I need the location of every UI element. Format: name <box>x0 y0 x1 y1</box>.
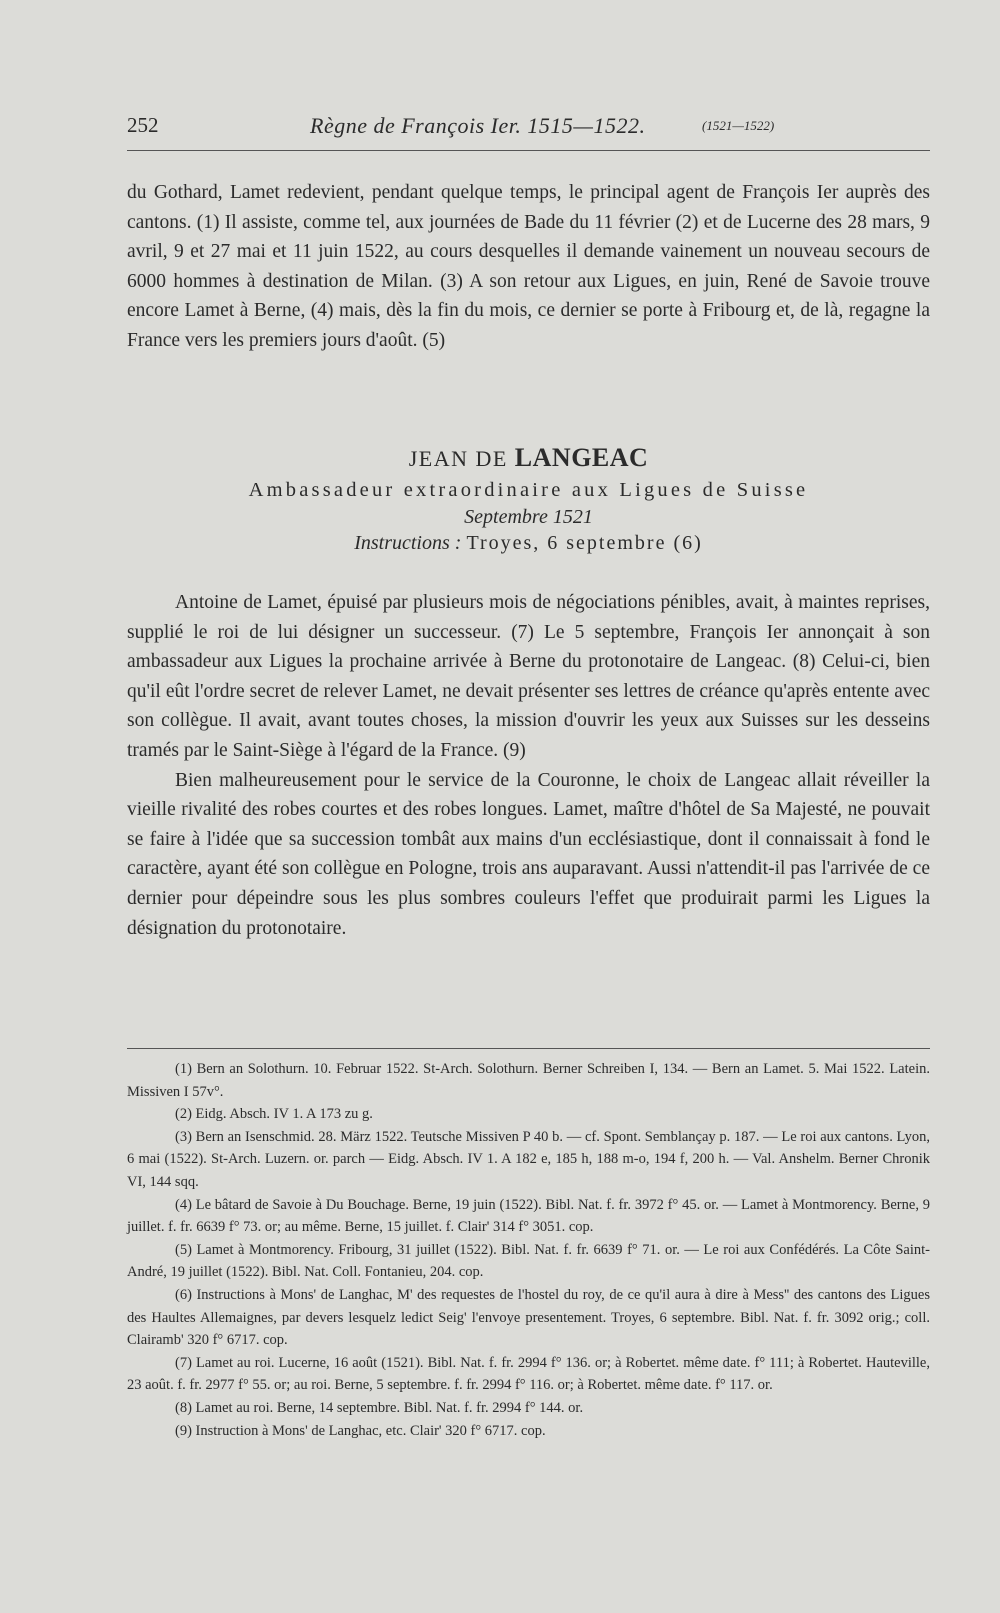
section-heading <box>127 443 930 555</box>
date-range: (1521—1522) <box>702 118 775 133</box>
instructions-place: Troyes, 6 septembre (6) <box>466 532 703 554</box>
footnote: (8) Lamet au roi. Berne, 14 septembre. Bibl. Nat. f. fr. 2994 f° 144. or. <box>175 1399 584 1416</box>
footnote: (4) Le bâtard de Savoie à Du Bouchage. Berne, 19 juin (1522). Bibl. Nat. f. fr. 3972 f° 45. or. — Lamet à Montmorency. Berne, 9 juillet. f. fr. 6639 f° 73. or; au même. Berne, 15 juillet. f. Clair' 314 f° 3051. cop. <box>127 1196 930 1236</box>
footnote: (1) Bern an Solothurn. 10. Februar 1522. St-Arch. Solothurn. Berner Schreiben I, 134. — Bern an Lamet. 5. Mai 1522. Latein. Missiven I 57v°. <box>127 1061 930 1100</box>
name-prefix: JEAN DE <box>408 446 508 471</box>
footnote: (5) Lamet à Montmorency. Fribourg, 31 juillet (1522). Bibl. Nat. f. fr. 6639 f° 71. or. — Le roi aux Confédérés. La Côte Saint-André, 19 juillet (1522). Bibl. Nat. Coll. Fontanieu, 204. cop. <box>127 1241 930 1281</box>
footnote: (7) Lamet au roi. Lucerne, 16 août (1521). Bibl. Nat. f. fr. 2994 f° 136. or; à Robertet. même date. f° 111; à Robertet. Hauteville, 23 août. f. fr. 2977 f° 55. or; au roi. Berne, 5 septembre. f. fr. 2994 f° 116. or; à Robertet. même date. f° 117. or. <box>127 1354 930 1394</box>
body-paragraph: Bien malheureusement pour le service de la Couronne, le choix de Langeac allait réveiller la vieille rivalité des robes courtes et des robes longues. Lamet, maître d'hôtel de Sa Majesté, ne pouvait se faire à l'idée que sa succession tombât aux mains d'un ecclésiastique, dont il connaissait à fond le caractère, ayant été son collègue en Pologne, trois ans auparavant. Aussi n'attendit-il pas l'arrivée de ce dernier pour dépeindre sous les plus sombres couleurs l'effet que produirait parmi les Ligues la désignation du protonotaire. <box>127 769 930 939</box>
footnote: (3) Bern an Isenschmid. 28. März 1522. Teutsche Missiven P 40 b. — cf. Spont. Semblançay p. 187. — Le roi aux cantons. Lyon, 6 mai (1522). St-Arch. Luzern. or. parch — Eidg. Absch. IV 1. A 182 e, 185 h, 188 m-o, 194 f, 200 h. — Val. Anshelm. Berner Chronik VI, 144 sqq. <box>127 1128 930 1190</box>
instructions-line <box>127 532 930 555</box>
footnote: (9) Instruction à Mons' de Langhac, etc. Clair' 320 f° 6717. cop. <box>175 1422 546 1439</box>
name-main: LANGEAC <box>514 443 649 472</box>
page-number: 252 <box>127 113 159 137</box>
footnote: (6) Instructions à Mons' de Langhac, M' des requestes de l'hostel du roy, de ce qu'il aura à dire à Mess'' des cantons des Ligues des Haultes Allemaignes, par devers lesquelz ledict Seig' l'envoye presentement. Troyes, 6 septembre. Bibl. Nat. f. fr. 3092 orig.; coll. Clairamb' 320 f° 6717. cop. <box>127 1286 930 1349</box>
footnotes <box>127 1058 930 1442</box>
main-text <box>127 588 930 943</box>
running-title: Règne de François Ier. 1515—1522. <box>310 113 646 138</box>
ambassador-name <box>127 443 930 473</box>
body-paragraph: Antoine de Lamet, épuisé par plusieurs mois de négociations pénibles, avait, à maintes reprises, supplié le roi de lui désigner un successeur. (7) Le 5 septembre, François Ier annonçait à son ambassadeur aux Ligues la prochaine arrivée à Berne du protonotaire de Langeac. (8) Celui-ci, bien qu'il eût l'ordre secret de relever Lamet, ne devait présenter ses lettres de créance qu'après entente avec son collègue. Il avait, avant toutes choses, la mission d'ouvrir les yeux aux Suisses sur les desseins tramés par le Saint-Siège à l'égard de la France. (9) <box>127 592 930 761</box>
footnote: (2) Eidg. Absch. IV 1. A 173 zu g. <box>175 1106 373 1123</box>
header-rule <box>127 150 930 151</box>
intro-paragraph: du Gothard, Lamet redevient, pendant quelque temps, le principal agent de François Ier auprès des cantons. (1) Il assiste, comme tel, aux journées de Bade du 11 février (2) et de Lucerne des 28 mars, 9 avril, 9 et 27 mai et 11 juin 1522, au cours desquelles il demande vainement un nouveau secours de 6000 hommes à destination de Milan. (3) A son retour aux Ligues, en juin, René de Savoie trouve encore Lamet à Berne, (4) mais, dès la fin du mois, ce dernier se porte à Fribourg et, de là, regagne la France vers les premiers jours d'août. (5) <box>127 182 930 351</box>
section-date: Septembre 1521 <box>464 506 593 528</box>
instructions-label: Instructions : <box>354 532 462 554</box>
running-header <box>127 113 907 143</box>
ambassador-role: Ambassadeur extraordinaire aux Ligues de Suisse <box>248 479 809 501</box>
intro-text <box>127 178 930 356</box>
footnote-rule <box>127 1048 930 1049</box>
